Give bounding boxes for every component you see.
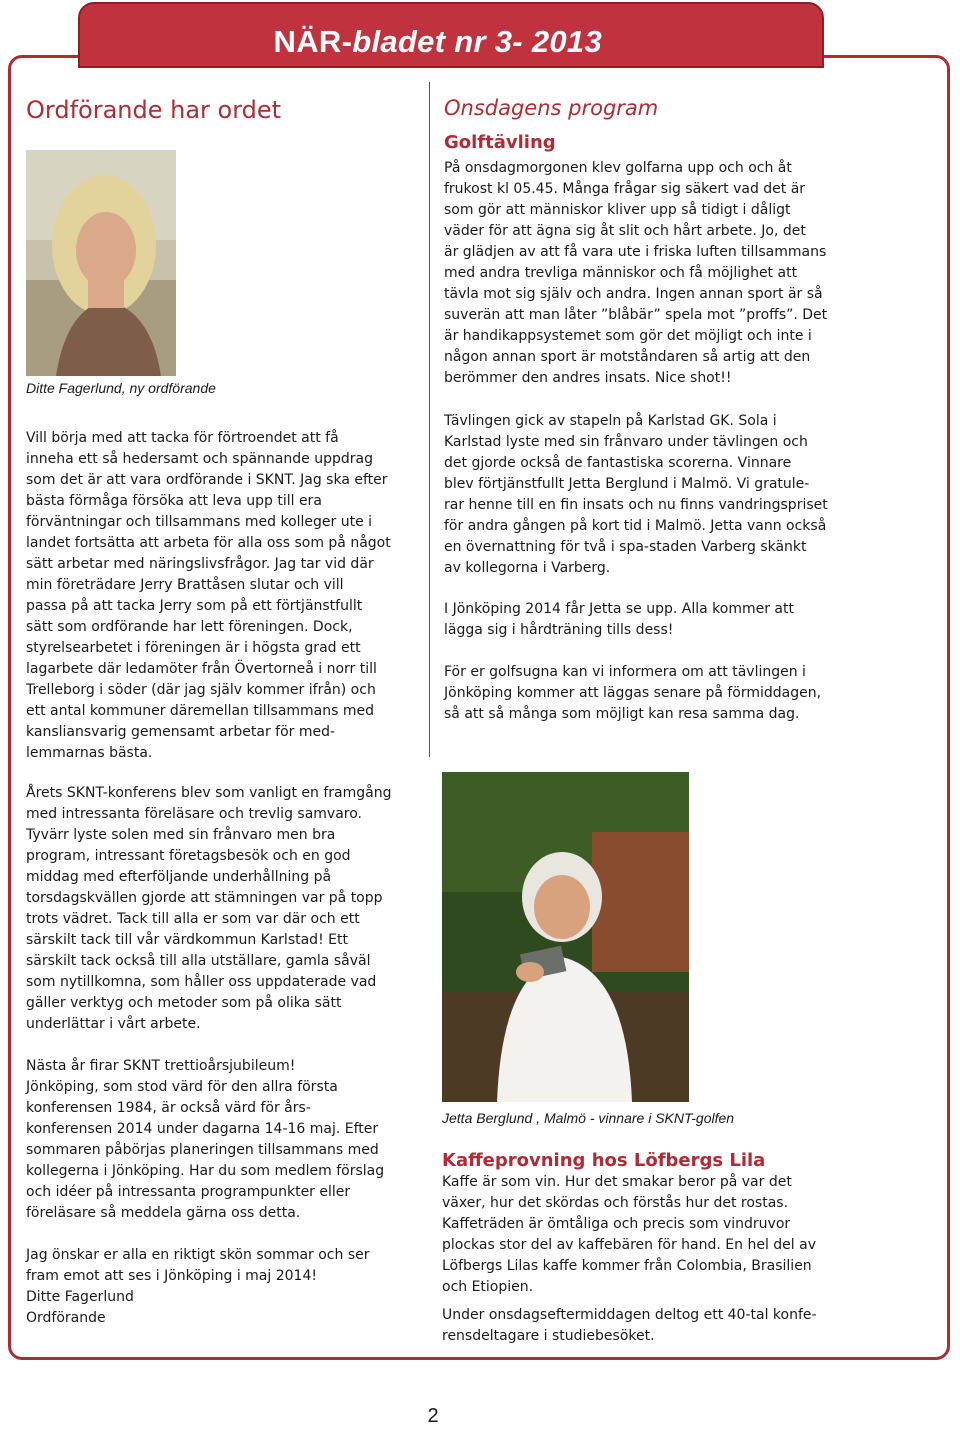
coffee-paragraph-1: Kaffe är som vin. Hur det smakar beror på var det växer, hur det skördas och förstås hur det rostas. Kaffeträden är ömtåliga och precis som vindruvor plockas stor del av kaffebären för hand. En hel del av Löfbergs Lilas kaffe kommer från Colombia, Brasilien och Etiopien. <box>442 1174 816 1295</box>
newsletter-title-prefix: NÄR- <box>273 24 353 59</box>
anniversary-paragraph: Nästa år firar SKNT trettioårsjubileum! Jönköping, som stod värd för den allra första konferensen 1984, är också värd för års- konferensen 2014 under dagarna 14-16 maj. Efter sommaren påbörjas planeringen tillsammans med kollegerna i Jönköping. Har du som medlem förslag och idéer på intressanta programpunkter eller föreläsare så meddela gärna oss detta. <box>26 1058 385 1221</box>
article-heading-chairman: Ordförande har ordet <box>26 96 282 124</box>
golf-subheading: Golftävling <box>444 132 556 153</box>
coffee-heading: Kaffeprovning hos Löfbergs Lila <box>442 1150 766 1171</box>
golf-winner-photo-caption: Jetta Berglund , Malmö - vinnare i SKNT-golfen <box>442 1110 735 1126</box>
golf-paragraph-3: I Jönköping 2014 får Jetta se upp. Alla kommer att lägga sig i hårdträning tills dess! <box>444 601 794 638</box>
bottom-divider <box>429 1358 869 1360</box>
golf-paragraph-1: På onsdagmorgonen klev golfarna upp och och åt frukost kl 05.45. Många frågar sig säkert vad det är som gör att människor kliver upp så tidigt i dåligt väder för att ägna sig åt slit och hårt arbete. Jo, det är glädjen av att få vara ute i friska luften tillsammans med andra trevliga människor och få möjlighet att tävla mot sig själv och andra. Ingen annan sport är så suverän att man låter ”blåbär” spela mot ”proffs”. Det är handikappsystemet som gör det möjligt och inte i någon annan sport är motståndaren så artig att den berömmer den andres insats. Nice shot!! <box>444 160 828 386</box>
chairman-photo <box>26 150 176 376</box>
chairman-intro-paragraph: Vill börja med att tacka för förtroendet att få inneha ett så hedersamt och spännande uppdrag som det är att vara ordförande i SKNT. Jag ska efter bästa förmåga försöka att leva upp till era förväntningar och tillsammans med kolleger ute i landet fortsätta att arbeta för alla oss som på något sätt arbetar med näringslivsfrågor. Jag tar vid där min företrädare Jerry Brattåsen slutar och vill passa på att tacka Jerry som på ett förtjänstfullt sätt som ordförande har lett föreningen. Dock, styrelsearbetet i föreningen är i högsta grad ett lagarbete där ledamöter från Övertorneå i norr till Trelleborg i söder (där jag själv kommer ifrån) och ett antal kommuner däremellan tillsammans med kansliansvarig gemensamt arbetar för med- lemmarnas bästa. <box>26 430 391 761</box>
column-divider <box>429 82 430 757</box>
header-banner <box>78 2 824 68</box>
golf-winner-photo <box>442 772 689 1102</box>
golf-paragraph-4: För er golfsugna kan vi informera om att tävlingen i Jönköping kommer att läggas senare på förmiddagen, så att så många som möjligt kan resa samma dag. <box>444 664 822 722</box>
conference-paragraph: Årets SKNT-konferens blev som vanligt en framgång med intressanta föreläsare och trevlig samvaro. Tyvärr lyste solen med sin frånvaro men bra program, intressant företagsbesök och en god middag med efterföljande underhållning på torsdagskvällen gjorde att stämningen var på topp trots vädret. Tack till alla er som var där och ett särskilt tack till vår värdkommun Karlstad! Ett särskilt tack också till alla utställare, gamla såväl som nytillkomna, som håller oss uppdaterade vad gäller verktyg och metoder som på olika sätt underlättar i vårt arbete. <box>26 785 392 1032</box>
article-heading-wednesday: Onsdagens program <box>444 96 659 120</box>
chairman-photo-caption: Ditte Fagerlund, ny ordförande <box>26 380 216 396</box>
page-number: 2 <box>427 1405 439 1427</box>
golf-paragraph-2: Tävlingen gick av stapeln på Karlstad GK. Sola i Karlstad lyste med sin frånvaro under tävlingen och det gjorde också de fantastiska scorerna. Vinnare blev förtjänstfullt Jetta Berglund i Malmö. Vi gratule- rar henne till en fin insats och nu finns vandringspriset för andra gången på kort tid i Malmö. Jetta vann också en övernattning för två i spa-staden Varberg skänkt av kollegorna i Varberg. <box>444 413 828 576</box>
coffee-paragraph-2: Under onsdagseftermiddagen deltog ett 40-tal konfe- rensdeltagare i studiebesöket. <box>442 1307 817 1344</box>
newsletter-title-issue: bladet nr 3- 2013 <box>352 24 602 59</box>
newsletter-title <box>274 24 602 60</box>
closing-paragraph: Jag önskar er alla en riktigt skön sommar och ser fram emot att ses i Jönköping i maj 2014! Ditte Fagerlund Ordförande <box>26 1247 370 1326</box>
